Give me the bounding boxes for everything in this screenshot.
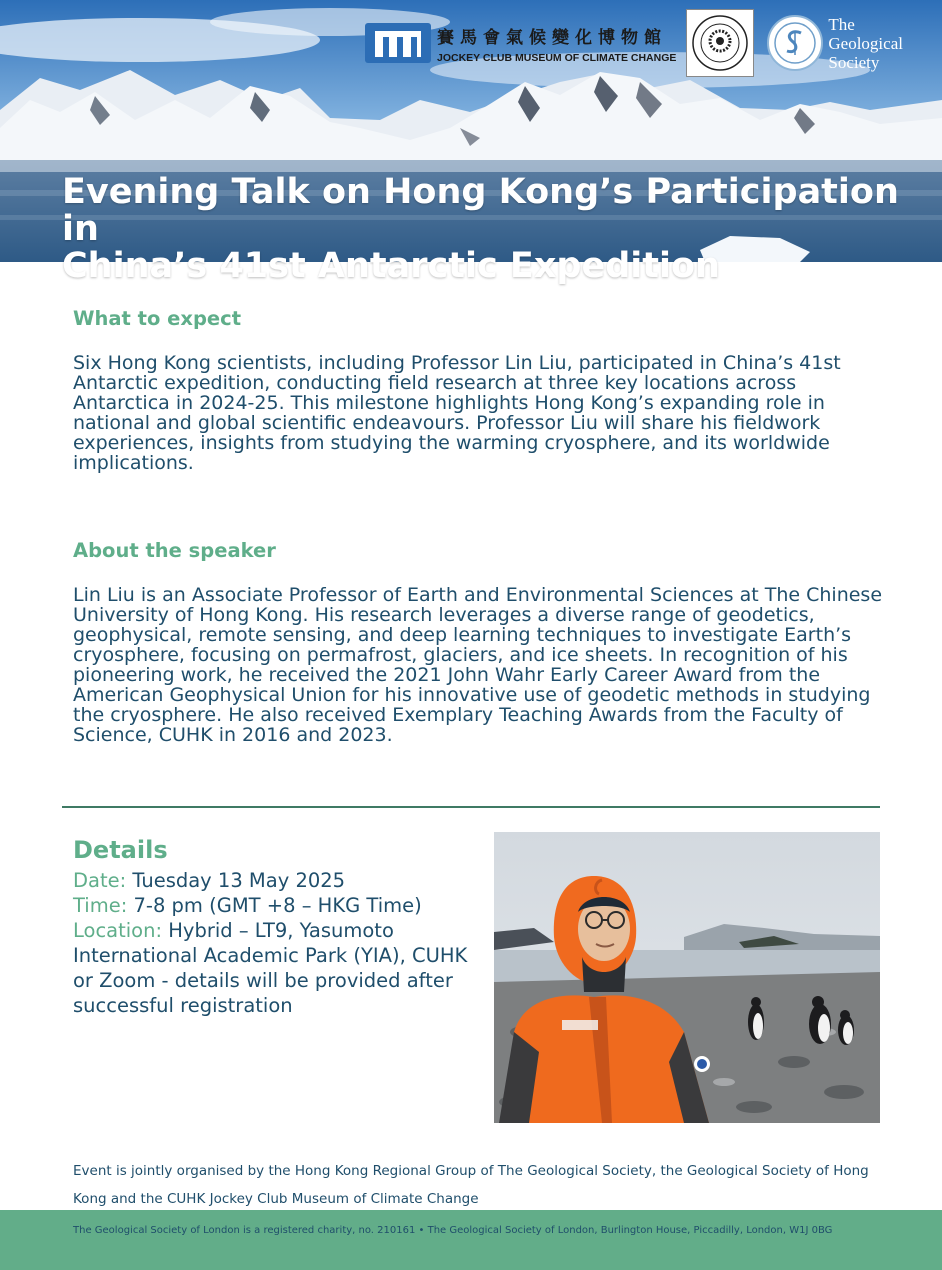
header-banner [0, 0, 942, 286]
time-value: 7-8 pm (GMT +8 – HKG Time) [133, 894, 422, 917]
details-date [73, 868, 473, 893]
event-title-line2: China’s 41st Antarctic Expedition [62, 246, 720, 286]
footer-bar [0, 1210, 942, 1270]
gshk-seal-icon [691, 14, 749, 72]
jockey-club-mark-icon [365, 21, 431, 65]
gsl-text-line2: Geological [828, 33, 903, 53]
location-label: Location: [73, 919, 163, 942]
details-time [73, 893, 473, 918]
jockey-club-logo-english: JOCKEY CLUB MUSEUM OF CLIMATE CHANGE [437, 51, 677, 64]
partner-logos [365, 8, 903, 78]
section-divider [62, 806, 880, 808]
geological-society-hk-seal [686, 9, 754, 77]
details-heading: Details [73, 836, 168, 864]
speaker-photo [494, 832, 880, 1123]
footer-text: The Geological Society of London is a registered charity, no. 210161 • The Geological Society of London, Burlington House, Piccadilly, London, W1J 0BG [73, 1225, 833, 1236]
jockey-club-museum-logo [365, 21, 676, 65]
geological-society-emblem-icon [766, 14, 824, 72]
what-to-expect-heading: What to expect [73, 307, 242, 330]
details-location [73, 918, 473, 1018]
what-to-expect-text: Six Hong Kong scientists, including Professor Lin Liu, participated in China’s 41st Antarctic expedition, conducting field research at three key locations across Antarctica in 2024-25. This milestone highlights Hong Kong’s expanding role in national and global scientific endeavours. Professor Liu will share his fieldwork experiences, insights from studying the warming cryosphere, and its worldwide implications. [73, 352, 841, 474]
gsl-text-line3: Society [828, 52, 880, 72]
event-title [62, 174, 922, 285]
date-value: Tuesday 13 May 2025 [132, 869, 346, 892]
about-speaker-heading: About the speaker [73, 539, 276, 562]
speaker-antarctica-photo [494, 832, 880, 1123]
gsl-text-line1: The [828, 14, 855, 34]
jockey-club-logo-chinese: 賽馬會氣候變化博物館 [437, 27, 667, 48]
geological-society-logo [766, 14, 903, 72]
organisers-note: Event is jointly organised by the Hong Kong Regional Group of The Geological Society, the Geological Society of Hong Kong and the CUHK Jockey Club Museum of Climate Change [73, 1163, 869, 1207]
time-label: Time: [73, 894, 128, 917]
location-value: Hybrid – LT9, Yasumoto International Academic Park (YIA), CUHK or Zoom - details will be provided after successful registration [73, 919, 468, 1017]
date-label: Date: [73, 869, 127, 892]
about-speaker-text: Lin Liu is an Associate Professor of Earth and Environmental Sciences at The Chinese University of Hong Kong. His research leverages a diverse range of geodetics, geophysical, remote sensing, and deep learning techniques to investigate Earth’s cryosphere, focusing on permafrost, glaciers, and ice sheets. In recognition of his pioneering work, he received the 2021 John Wahr Early Career Award from the American Geophysical Union for his innovative use of geodetic methods in studying the cryosphere. He also received Exemplary Teaching Awards from the Faculty of Science, CUHK in 2016 and 2023. [73, 584, 883, 746]
event-title-line1: Evening Talk on Hong Kong’s Participation in [62, 172, 899, 249]
